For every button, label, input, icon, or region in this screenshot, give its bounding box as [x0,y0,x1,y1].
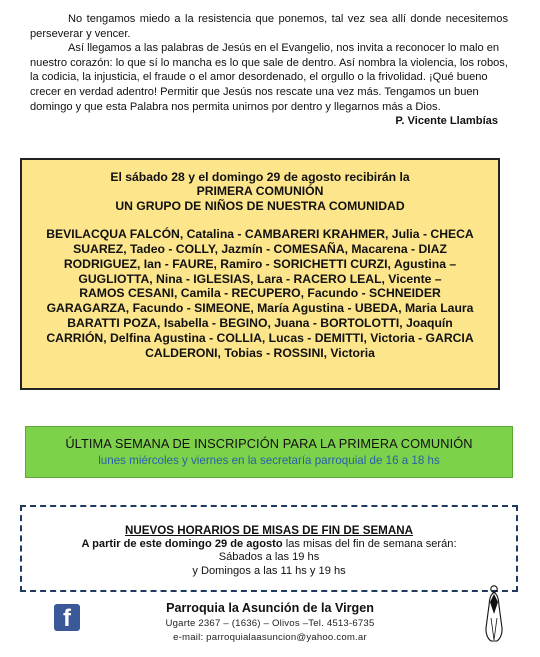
reflection-paragraph-2 [30,41,508,128]
names-line: BEVILACQUA FALCÓN, Catalina - CAMBARERI KRAHMER, Julia - CHECA [46,227,474,242]
schedule-intro-bold: A partir de este domingo 29 de agosto [81,537,283,550]
communion-names-list [30,227,490,360]
communion-intro-line-2: PRIMERA COMUNIÓN [196,184,324,199]
communion-intro-line-3: UN GRUPO DE NIÑOS DE NUESTRA COMUNIDAD [115,198,405,213]
reflection-text [30,12,508,129]
schedule-saturday: Sábados a las 19 hs [218,551,320,564]
names-line: GUGLIOTTA, Nina - IGLESIAS, Lara - RACERO LEAL, Vicente – [78,271,442,286]
names-line: RODRIGUEZ, Ian - FAURE, Ramiro - SORICHETTI CURZI, Agustina – [63,256,457,271]
virgin-mary-figure-icon [483,584,505,642]
communion-intro [30,170,490,213]
schedule-sunday: y Domingos a las 11 hs y 19 hs [192,564,346,577]
names-line: SUAREZ, Tadeo - COLLY, Jazmín - COMESAÑA, Macarena - DIAZ [73,242,447,257]
names-line: CARRIÓN, Delfina Agustina - COLLIA, Lucas - DEMITTI, Victoria - GARCIA [46,330,474,345]
parish-email: e-mail: parroquialaasuncion@yahoo.com.ar [173,632,367,643]
names-line: GARAGARZA, Facundo - SIMEONE, María Agustina - UBEDA, Maria Laura [46,301,474,316]
names-line: BARATTI POZA, Isabella - BEGINO, Juana - BORTOLOTTI, Joaquín [67,316,453,330]
schedule-intro-rest: las misas del fin de semana serán: [282,537,457,550]
names-line: CALDERONI, Tobias - ROSSINI, Victoria [145,345,375,360]
reflection-paragraph-1: No tengamos miedo a la resistencia que ponemos, tal vez sea allí donde necesitemos perseverar y vencer. [30,13,508,40]
mass-schedule-box [20,505,518,592]
inscription-title: ÚLTIMA SEMANA DE INSCRIPCIÓN PARA LA PRIMERA COMUNIÓN [65,436,473,451]
reflection-paragraph-2-text: Así llegamos a las palabras de Jesús en el Evangelio, nos invita a reconocer lo malo en nuestro corazón: lo que sí lo mancha es lo que sale de dentro. Así nombra la violencia, los robos, la codicia, la injusticia, el fraude o el amor desordenado, el orgullo o la frivolidad. ¡Qué bueno crecer en verdad adentro! Permitir que Jesús nos rescate una vez más. Tengamos un buen domingo y que esta Palabra nos permita unirnos por dentro y llegarnos más a Dios. [30,42,508,113]
inscription-banner [25,426,513,478]
names-line: RAMOS CESANI, Camila - RECUPERO, Facundo - SCHNEIDER [79,286,441,301]
communion-intro-line-1: El sábado 28 y el domingo 29 de agosto recibirán la [110,170,410,184]
schedule-intro [22,538,516,552]
inscription-subtitle: lunes miércoles y viernes en la secretaría parroquial de 16 a 18 hs [98,454,440,467]
signature: P. Vicente Llambías [395,115,498,128]
facebook-glyph: f [63,605,71,632]
parish-address: Ugarte 2367 – (1636) – Olivos –Tel. 4513-6735 [165,618,375,629]
first-communion-box [20,158,500,390]
schedule-title: NUEVOS HORARIOS DE MISAS DE FIN DE SEMANA [125,524,413,537]
parish-name: Parroquia la Asunción de la Virgen [166,601,374,615]
